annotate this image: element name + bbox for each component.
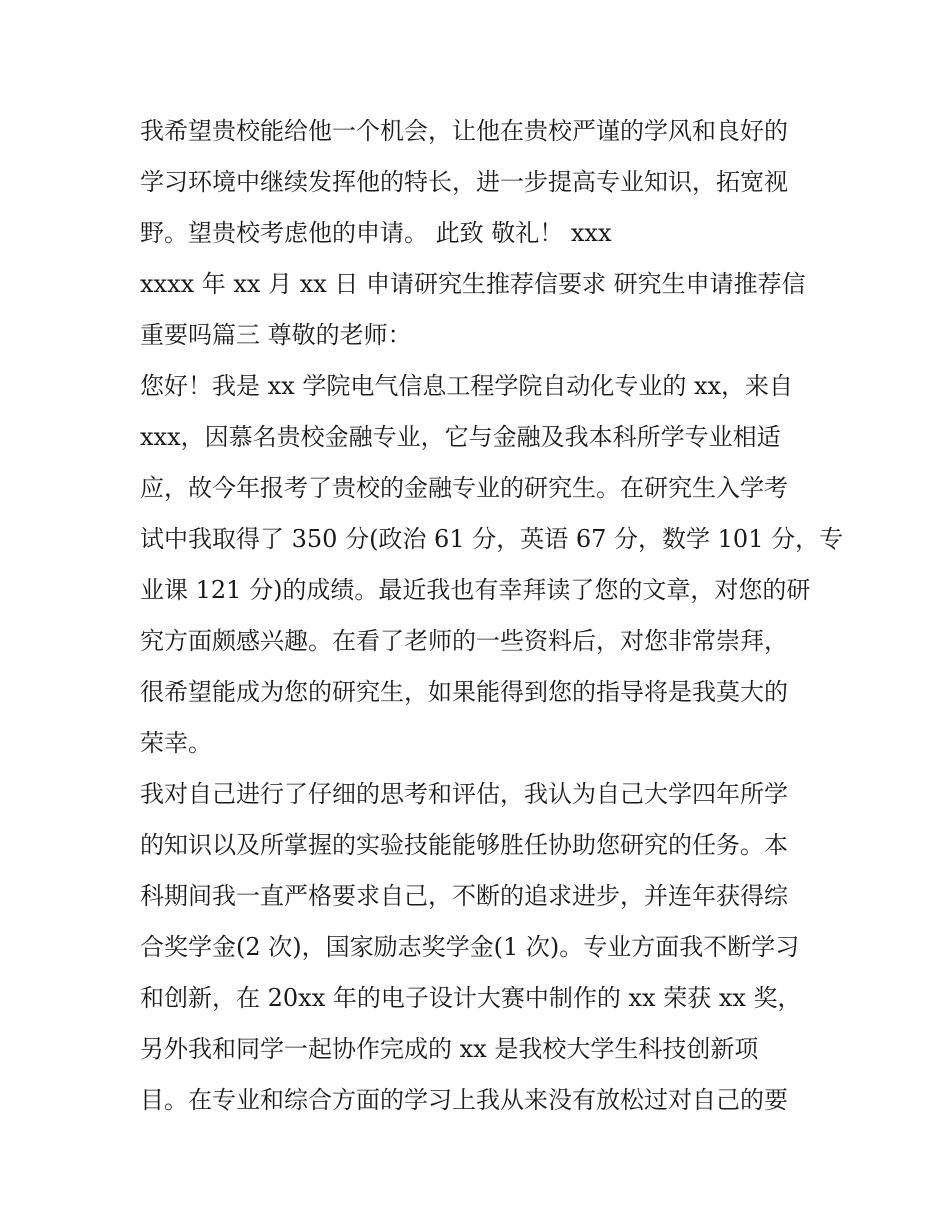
text-line: xxx，因慕名贵校金融专业，它与金融及我本科所学专业相适	[140, 423, 781, 451]
text-line: 究方面颇感兴趣。在看了老师的一些资料后，对您非常崇拜，	[140, 627, 788, 655]
text-line: 目。在专业和综合方面的学习上我从来没有放松过对自己的要	[140, 1086, 788, 1114]
text-line: 应，故今年报考了贵校的金融专业的研究生。在研究生入学考	[140, 474, 788, 502]
text-line: 我希望贵校能给他一个机会，让他在贵校严谨的学风和良好的	[140, 117, 788, 145]
text-line: 重要吗篇三 尊敬的老师：	[140, 321, 412, 349]
text-line: 合奖学金(2 次)，国家励志奖学金(1 次)。专业方面我不断学习	[140, 933, 800, 961]
text-line: xxxx 年 xx 月 xx 日 申请研究生推荐信要求 研究生申请推荐信	[140, 270, 806, 298]
text-line: 试中我取得了 350 分(政治 61 分，英语 67 分，数学 101 分，专	[140, 525, 844, 553]
letter-body	[140, 106, 844, 1126]
text-line: 的知识以及所掌握的实验技能能够胜任协助您研究的任务。本	[140, 831, 788, 859]
text-line: 野。望贵校考虑他的申请。 此致 敬礼！ xxx	[140, 219, 612, 247]
text-line: 学习环境中继续发挥他的特长，进一步提高专业知识，拓宽视	[140, 168, 788, 196]
text-line: 您好！我是 xx 学院电气信息工程学院自动化专业的 xx，来自	[140, 372, 794, 400]
text-line: 科期间我一直严格要求自己，不断的追求进步，并连年获得综	[140, 882, 788, 910]
text-line: 我对自己进行了仔细的思考和评估，我认为自己大学四年所学	[140, 780, 788, 808]
text-line: 荣幸。	[140, 729, 212, 757]
text-line: 另外我和同学一起协作完成的 xx 是我校大学生科技创新项	[140, 1035, 759, 1063]
text-line: 很希望能成为您的研究生，如果能得到您的指导将是我莫大的	[140, 678, 788, 706]
text-line: 和创新，在 20xx 年的电子设计大赛中制作的 xx 荣获 xx 奖，	[140, 984, 802, 1012]
text-line: 业课 121 分)的成绩。最近我也有幸拜读了您的文章，对您的研	[140, 576, 811, 604]
